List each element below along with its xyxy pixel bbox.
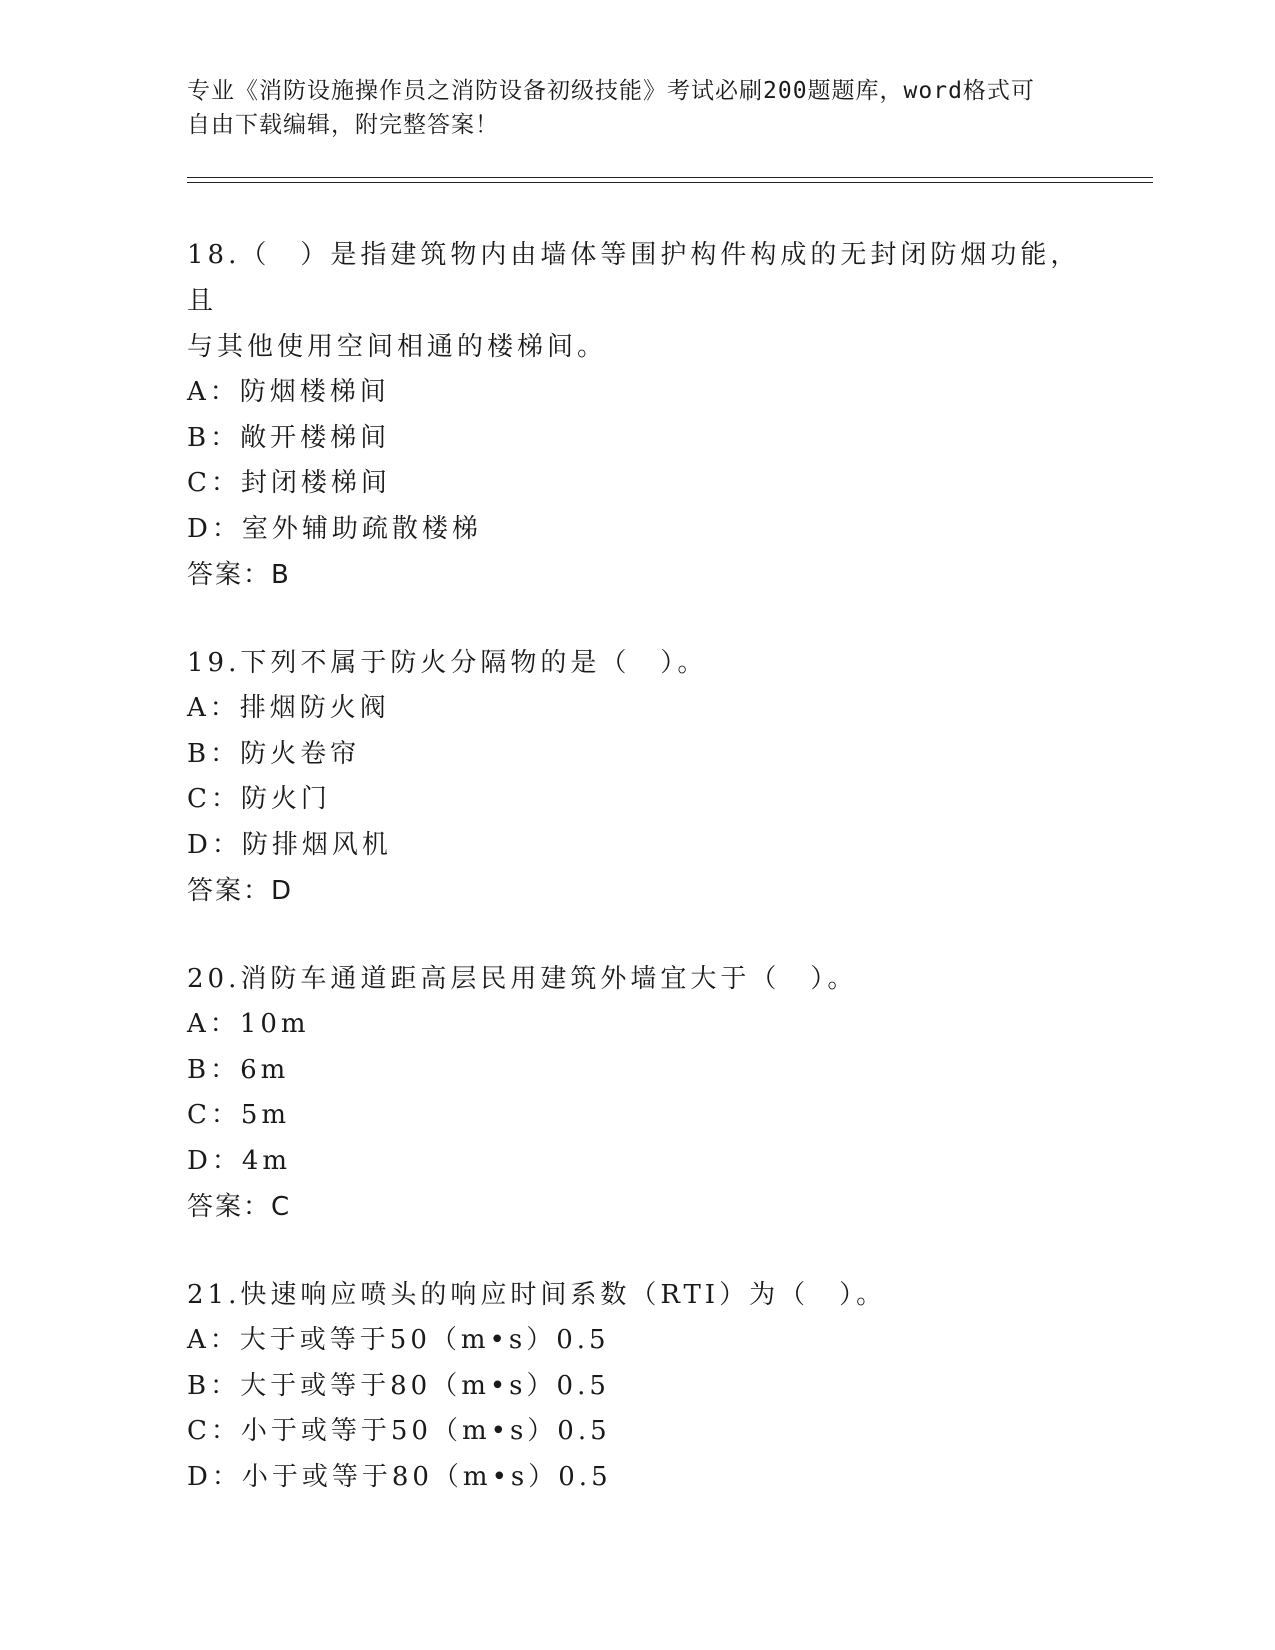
header-divider-top (187, 177, 1153, 178)
header-line-2: 自由下载编辑，附完整答案！ (187, 112, 499, 138)
option-b: B：6m (187, 1054, 290, 1085)
option-c: C：小于或等于50（m•s）0.5 (187, 1416, 611, 1446)
option-d: D：室外辅助疏散楼梯 (187, 513, 482, 544)
option-a: A：排烟防火阀 (187, 693, 390, 723)
option-d: D：小于或等于80（m•s）0.5 (187, 1461, 612, 1492)
question-18 (187, 232, 1087, 598)
option-c: C：防火门 (187, 784, 331, 814)
question-list (187, 232, 1087, 1542)
question-stem-line: 19.下列不属于防火分隔物的是（ ）。 (187, 648, 708, 678)
option-d: D：防排烟风机 (187, 829, 392, 860)
option-b: B：防火卷帘 (187, 738, 361, 769)
option-c: C：5m (187, 1100, 291, 1130)
option-a: A：10m (187, 1009, 310, 1039)
question-20 (187, 956, 1087, 1230)
answer-line: 答案：C (187, 1192, 292, 1222)
option-c: C：封闭楼梯间 (187, 468, 391, 498)
header-divider-bottom (187, 182, 1153, 183)
question-stem-line: 与其他使用空间相通的楼梯间。 (187, 332, 608, 362)
option-d: D：4m (187, 1145, 292, 1176)
header-line-1: 专业《消防设施操作员之消防设备初级技能》考试必刷200题题库，word格式可 (187, 78, 1035, 104)
question-stem-line: 21.快速响应喷头的响应时间系数（RTI）为（ ）。 (187, 1280, 887, 1310)
option-b: B：敞开楼梯间 (187, 422, 391, 453)
option-a: A：大于或等于50（m•s）0.5 (187, 1325, 610, 1355)
option-a: A：防烟楼梯间 (187, 377, 390, 407)
option-b: B：大于或等于80（m•s）0.5 (187, 1370, 610, 1401)
answer-line: 答案：D (187, 876, 294, 906)
question-21 (187, 1272, 1087, 1500)
question-19 (187, 640, 1087, 914)
answer-line: 答案：B (187, 560, 291, 590)
question-stem-line: 18.（ ）是指建筑物内由墙体等围护构件构成的无封闭防烟功能，且 (187, 240, 1081, 316)
question-stem-line: 20.消防车通道距高层民用建筑外墙宜大于（ ）。 (187, 964, 858, 994)
document-header (187, 74, 1067, 142)
